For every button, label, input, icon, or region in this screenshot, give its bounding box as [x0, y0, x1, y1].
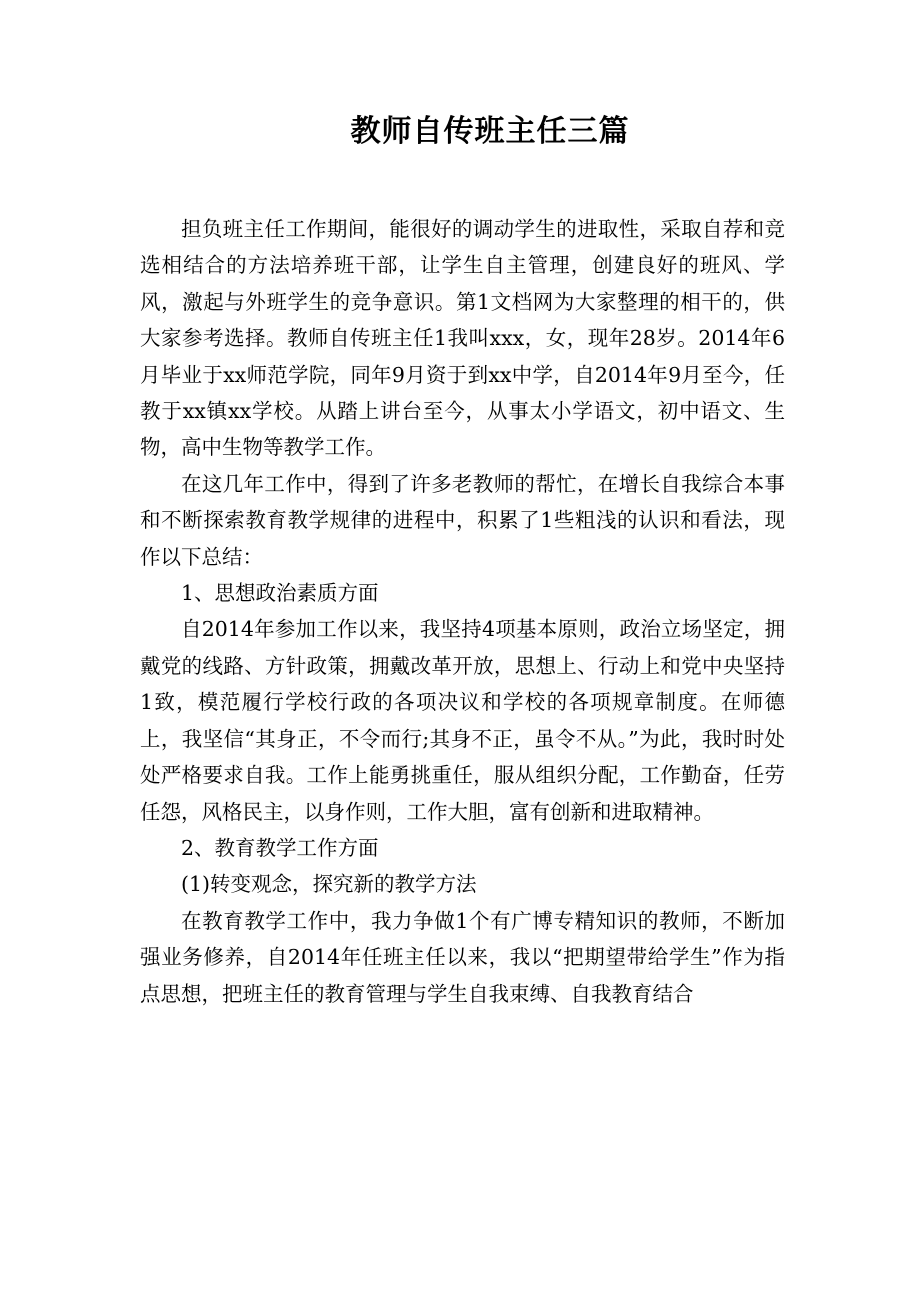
document-body [140, 211, 785, 1012]
paragraph-ideology: 自2014年参加工作以来，我坚持4项基本原则，政治立场坚定，拥戴党的线路、方针政策，拥戴改革开放，思想上、行动上和党中央坚持1致，模范履行学校行政的各项决议和学校的各项规章制度。在师德上，我坚信“其身正，不令而行;其身不正，虽令不从。”为此，我时时处处严格要求自我。工作上能勇挑重任，服从组织分配，工作勤奋，任劳任怨，风格民主，以身作则，工作大胆，富有创新和进取精神。 [140, 617, 785, 824]
paragraph-teaching: 在教育教学工作中，我力争做1个有广博专精知识的教师，不断加强业务修养，自2014年任班主任以来，我以“把期望带给学生”作为指点思想，把班主任的教育管理与学生自我束缚、自我教育结合 [140, 908, 785, 1006]
subsection-heading-methods: (1)转变观念，探究新的教学方法 [181, 872, 477, 897]
section-heading-teaching: 2、教育教学工作方面 [181, 835, 379, 860]
section-heading-ideology: 1、思想政治素质方面 [181, 581, 379, 606]
paragraph-summary-intro: 在这几年工作中，得到了许多老教师的帮忙，在增长自我综合本事和不断探索教育教学规律的进程中，积累了1些粗浅的认识和看法，现作以下总结： [140, 471, 785, 569]
document-title: 教师自传班主任三篇 [350, 114, 630, 149]
paragraph-intro: 担负班主任工作期间，能很好的调动学生的进取性，采取自荐和竞选相结合的方法培养班干部，让学生自主管理，创建良好的班风、学风，激起与外班学生的竞争意识。第1文档网为大家整理的相干的，供大家参考选择。教师自传班主任1我叫xxx，女，现年28岁。2014年6月毕业于xx师范学院，同年9月资于到xx中学，自2014年9月至今，任教于xx镇xx学校。从踏上讲台至今，从事太小学语文，初中语文、生物，高中生物等教学工作。 [140, 217, 785, 460]
